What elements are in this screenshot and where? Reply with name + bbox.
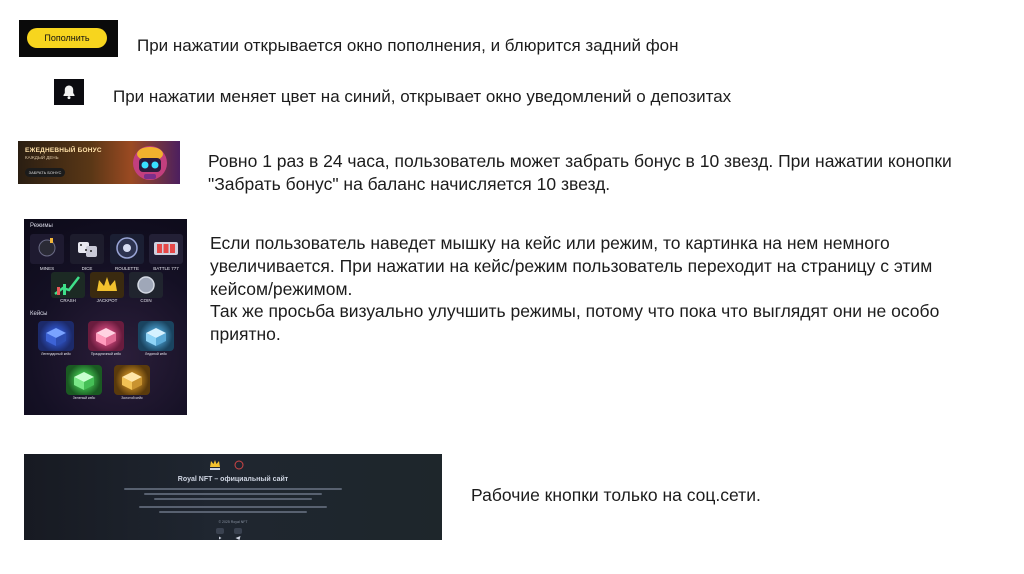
note-topup: При нажатии открывается окно пополнения, и блюрится задний фон [137, 36, 679, 55]
age-badge-icon [234, 460, 244, 470]
note-modes-hover: Если пользователь наведет мышку на кейс или режим, то картинка на нем немного увеличивается. При нажатии на кейс/режим пользователь переходит на страницу с этим кейсом/режимом. [210, 233, 933, 299]
bonus-title: ЕЖЕДНЕВНЫЙ БОНУС [25, 147, 102, 154]
mode-tile-dice[interactable] [70, 234, 104, 264]
social-button-youtube[interactable] [216, 528, 224, 534]
mode-label: ROULETTE [114, 266, 139, 271]
dice-icon [70, 234, 104, 264]
mode-tile-roulette[interactable] [110, 234, 144, 264]
bomb-icon [30, 234, 64, 264]
crash-chart-icon [51, 272, 85, 298]
note-bonus: Ровно 1 раз в 24 часа, пользователь может забрать бонус в 10 звезд. При нажатии конопки "Забрать бонус" на баланс начисляется 10 звезд. [208, 151, 952, 194]
chest-icon [88, 321, 124, 351]
crown-icon [90, 272, 124, 298]
mode-tile-coin[interactable] [129, 272, 163, 298]
case-label: Золотой кейс [121, 396, 143, 400]
note-footer: Рабочие кнопки только на соц.сети. [471, 485, 761, 505]
bell-preview [54, 79, 84, 105]
case-label: Праздничный кейс [90, 352, 122, 356]
mode-label: DICE [81, 266, 93, 271]
cases-heading: Кейсы [30, 311, 48, 317]
footer-copyright: © 2025 Royal NFT [218, 520, 248, 524]
claim-bonus-button[interactable]: ЗАБРАТЬ БОНУС [25, 168, 65, 177]
case-tile[interactable] [66, 365, 102, 395]
chest-icon [138, 321, 174, 351]
topup-preview [19, 20, 118, 57]
mode-tile-battle[interactable] [149, 234, 183, 264]
mode-label: CRASH [60, 298, 76, 303]
case-label: Зеленый кейс [72, 396, 96, 400]
modes-heading: Режимы [30, 223, 53, 229]
case-tile[interactable] [38, 321, 74, 351]
roulette-icon [110, 234, 144, 264]
logo-icon [207, 458, 223, 472]
bell-icon[interactable] [61, 84, 77, 100]
mode-label: BATTLE 777 [153, 266, 179, 271]
mode-tile-crash[interactable] [51, 272, 85, 298]
mode-label: JACKPOT [96, 298, 118, 303]
chest-icon [38, 321, 74, 351]
case-label: Ледяной кейс [144, 352, 168, 356]
chest-icon [66, 365, 102, 395]
note-bell: При нажатии меняет цвет на синий, открывает окно уведомлений о депозитах [113, 87, 732, 106]
play-icon [216, 535, 224, 540]
social-button-telegram[interactable] [234, 528, 242, 534]
note-modes-improve: Так же просьба визуально улучшить режимы, потому что пока что выглядят они не особо приятно. [210, 301, 940, 344]
telegram-icon [234, 535, 242, 540]
mode-tile-jackpot[interactable] [90, 272, 124, 298]
case-tile[interactable] [138, 321, 174, 351]
footer-preview [24, 454, 442, 540]
footer-title: Royal NFT – официальный сайт [177, 476, 289, 483]
chest-icon [114, 365, 150, 395]
mode-label: COIN [140, 298, 152, 303]
coin-icon [129, 272, 163, 298]
mode-tile-mines[interactable] [30, 234, 64, 264]
case-label: Легендарный кейс [41, 352, 71, 356]
mode-label: MINES [39, 266, 55, 271]
case-tile[interactable] [88, 321, 124, 351]
case-tile[interactable] [114, 365, 150, 395]
robot-mascot-icon [130, 143, 170, 182]
bonus-subtitle: КАЖДЫЙ ДЕНЬ [25, 155, 59, 160]
daily-bonus-banner[interactable] [18, 141, 180, 184]
topup-button[interactable]: Пополнить [27, 28, 107, 48]
slot-machine-icon [149, 234, 183, 264]
modes-panel [24, 219, 187, 415]
